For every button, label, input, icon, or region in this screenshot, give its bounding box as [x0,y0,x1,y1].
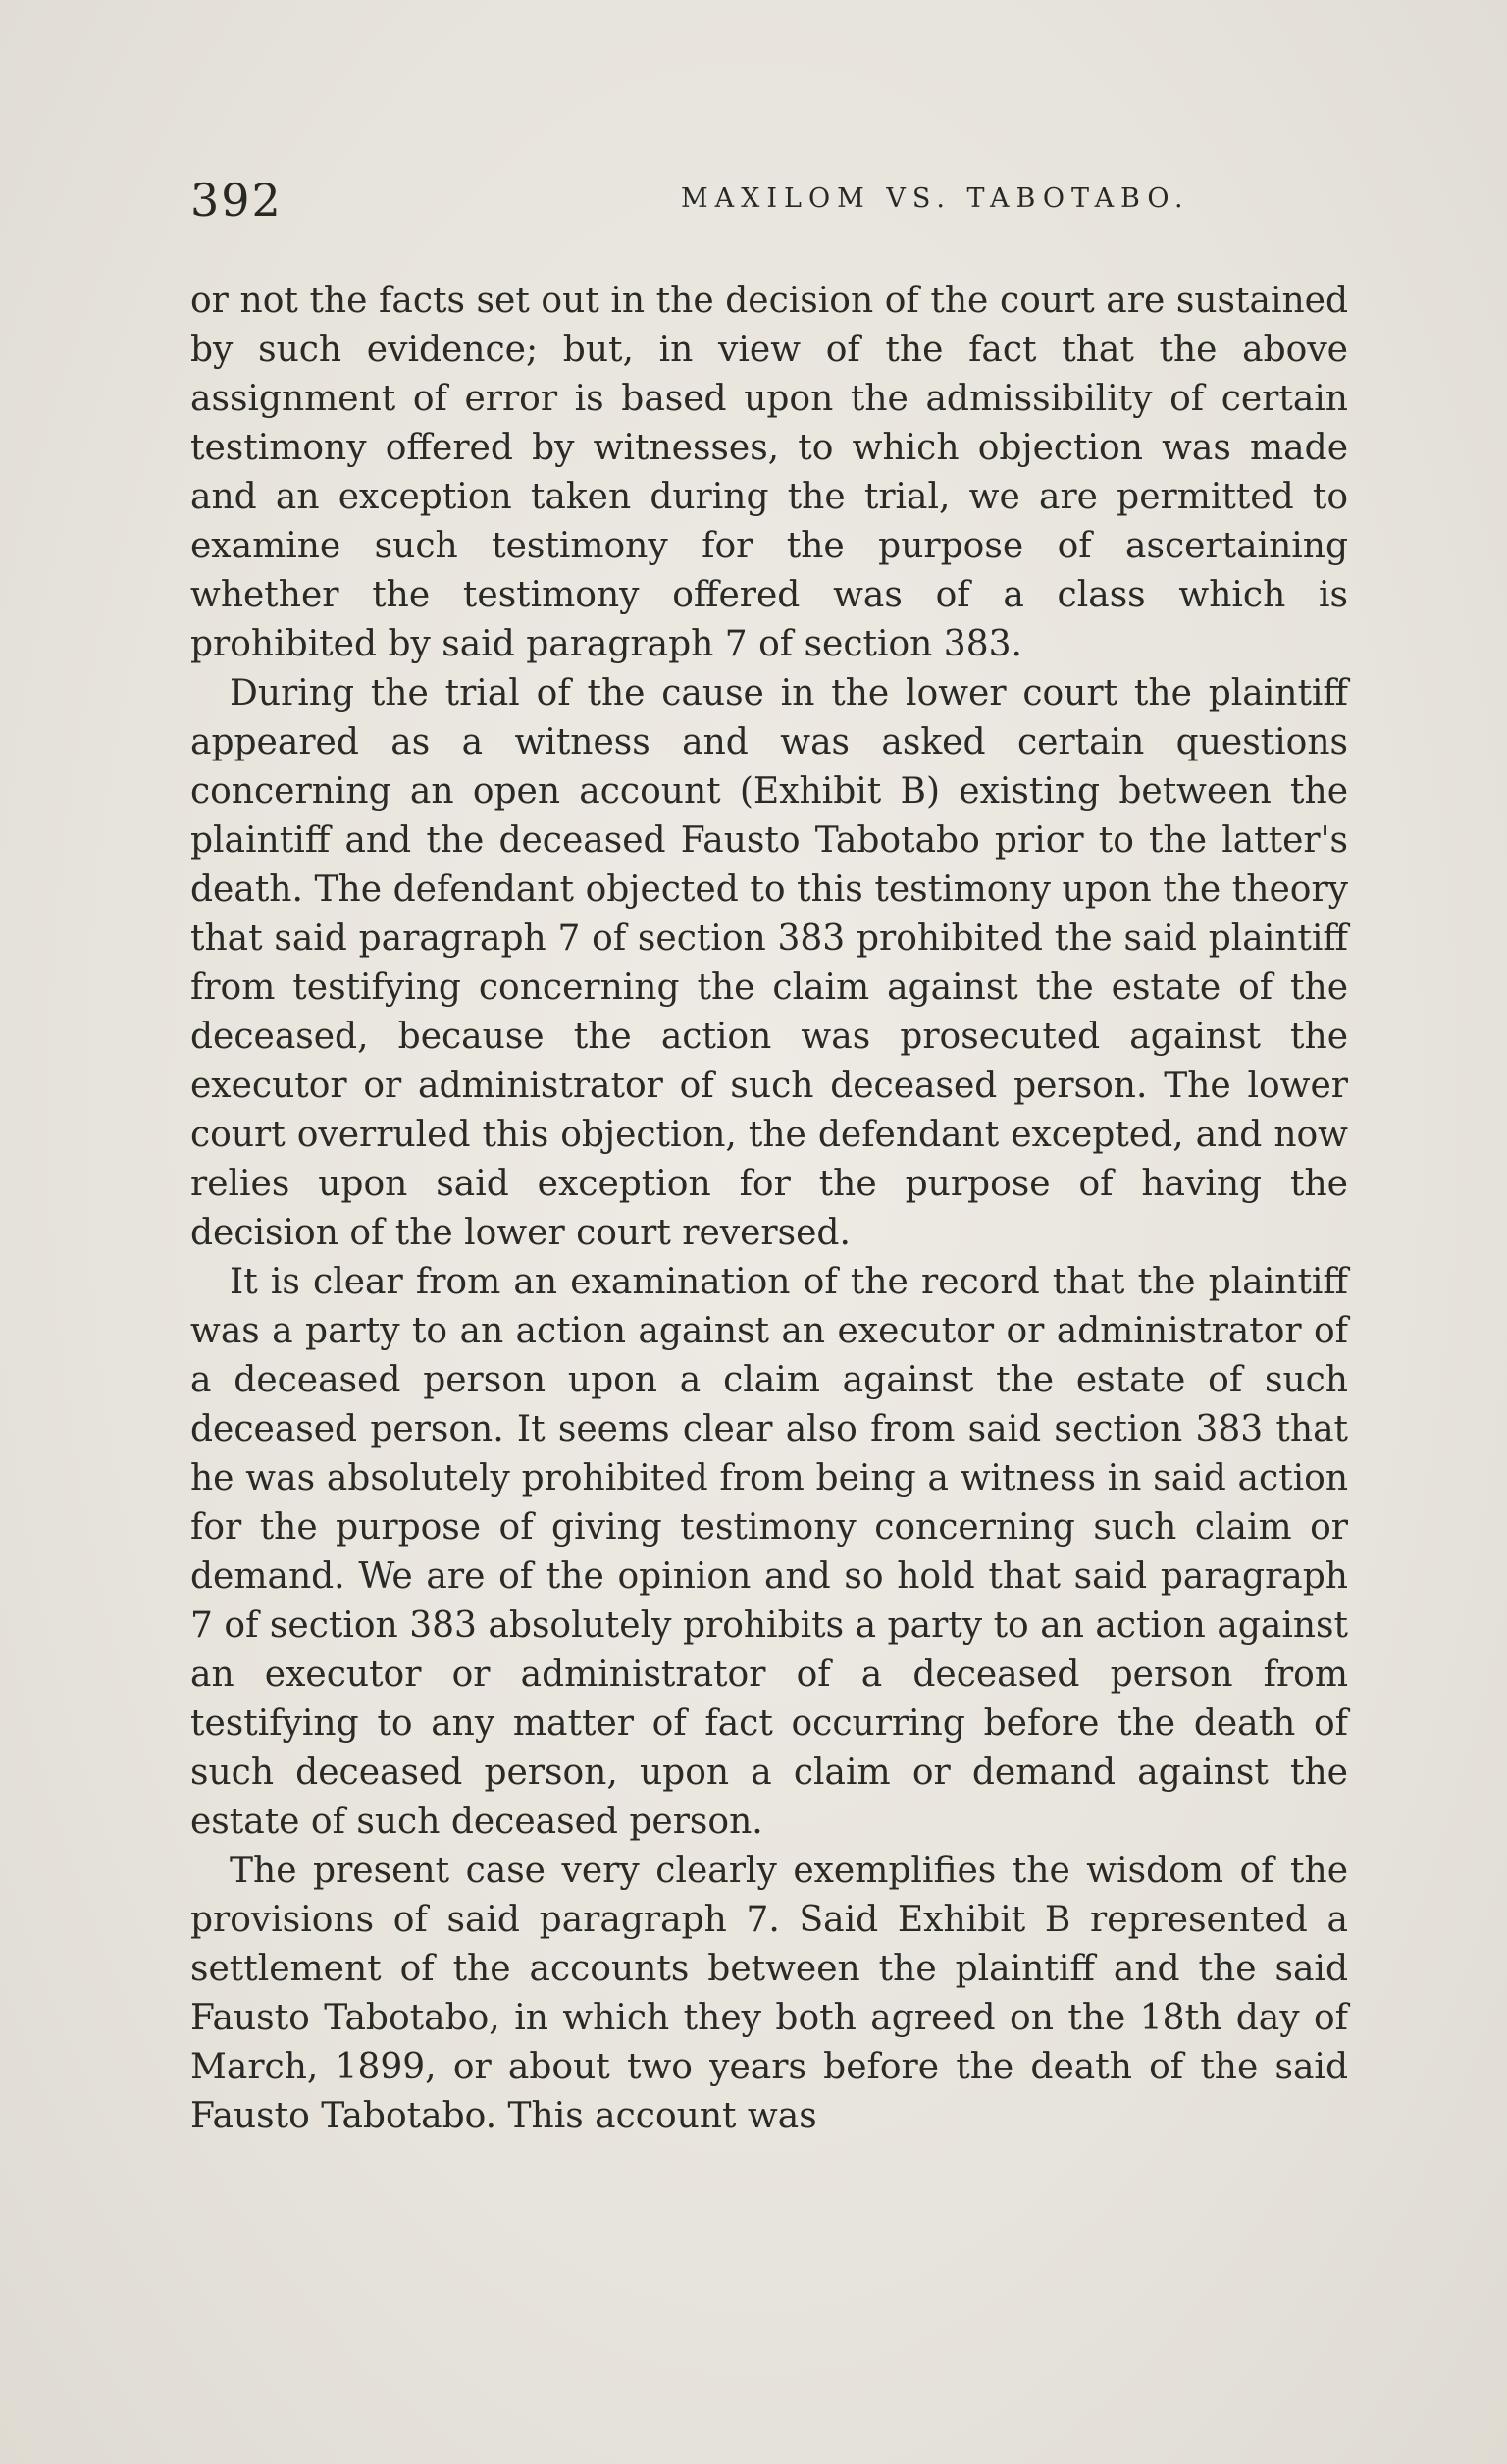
paragraph: The present case very clearly exemplifies the wisdom of the provisions of said paragraph 7. Said Exhibit B represented a settlement of the accounts between the plaintiff and the said Fausto Tabotabo, in which they both agreed on the 18th day of March, 1899, or about two years before the death of the said Fausto Tabotabo. This account was [190,1851,1348,2136]
paragraph: During the trial of the cause in the lower court the plaintiff appeared as a witness and was asked certain questions concerning an open account (Exhibit B) existing between the plaintiff and the deceased Fausto Tabotabo prior to the latter's death. The defendant objected to this testimony upon the theory that said paragraph 7 of section 383 prohibited the said plaintiff from testifying concerning the claim against the estate of the deceased, because the action was prosecuted against the executor or administrator of such deceased person. The lower court overruled this objection, the defendant excepted, and now relies upon said exception for the purpose of having the decision of the lower court reversed. [190,673,1348,1253]
running-head: MAXILOM VS. TABOTABO. [681,183,1190,214]
paragraph: It is clear from an examination of the record that the plaintiff was a party to an action against an executor or administrator of a deceased person upon a claim against the estate of such deceased person. It seems clear also from said section 383 that he was absolutely prohibited from being a witness in said action for the purpose of giving testimony concerning such claim or demand. We are of the opinion and so hold that said paragraph 7 of section 383 absolutely prohibits a party to an action against an executor or administrator of a deceased person from testifying to any matter of fact occurring before the death of such deceased person, upon a claim or demand against the estate of such deceased person. [190,1262,1348,1842]
paragraph: or not the facts set out in the decision of the court are sustained by such evidence; but, in view of the fact that the above assignment of error is based upon the admissibility of certain testimony offered by witnesses, to which objection was made and an exception taken during the trial, we are permitted to examine such testimony for the purpose of ascertaining whether the testimony offered was of a class which is prohibited by said paragraph 7 of section 383. [190,281,1348,664]
body-text [190,277,1348,2141]
page-number: 392 [190,174,283,227]
page-header [190,174,1348,233]
